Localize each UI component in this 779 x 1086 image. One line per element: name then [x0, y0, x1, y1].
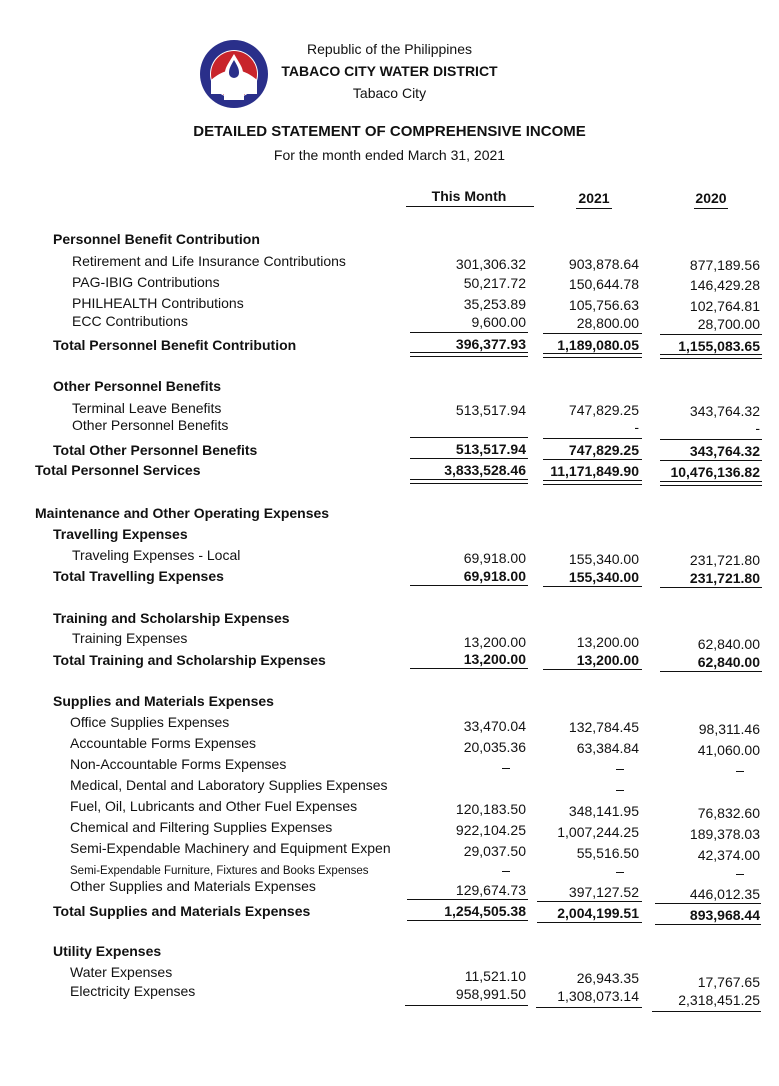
line-item-label: Medical, Dental and Laboratory Supplies Expenses: [70, 777, 388, 793]
line-item-value: 922,104.25: [455, 822, 526, 838]
statement-title: DETAILED STATEMENT OF COMPREHENSIVE INCOME: [193, 123, 586, 140]
section-heading: Maintenance and Other Operating Expenses: [35, 505, 330, 521]
line-item-value: 35,253.89: [463, 296, 526, 312]
line-item-value: 26,943.35: [576, 970, 639, 986]
line-item-value: 155,340.00: [568, 551, 639, 567]
section-heading: Other Personnel Benefits: [53, 378, 222, 394]
grand-total-label: Total Personnel Services: [35, 462, 201, 478]
line-item-label: Other Personnel Benefits: [72, 417, 229, 433]
column-underline: [576, 208, 612, 209]
column-2021: 2021: [578, 190, 610, 206]
total-value: 2,004,199.51: [557, 905, 639, 921]
subtotal-rule: [537, 922, 642, 923]
total-label: Total Personnel Benefit Contribution: [53, 337, 297, 353]
line-item-value: 129,674.73: [455, 882, 526, 898]
line-item-value: 397,127.52: [568, 884, 639, 900]
line-item-value: 69,918.00: [463, 550, 526, 566]
line-item-label: Office Supplies Expenses: [70, 714, 230, 730]
line-item-value: 132,784.45: [568, 719, 639, 735]
section-heading: Personnel Benefit Contribution: [53, 231, 260, 247]
line-item-value: 189,378.03: [689, 826, 760, 842]
line-item-value: 446,012.35: [689, 886, 760, 902]
line-item-value: 105,756.63: [568, 297, 639, 313]
nil-dash: [736, 771, 744, 772]
line-item-value: 301,306.32: [455, 256, 526, 272]
subtotal-rule: [660, 334, 762, 335]
double-rule: [660, 481, 762, 486]
subtotal-rule: [405, 1005, 528, 1006]
subtotal-rule: [660, 439, 762, 440]
total-value: 1,189,080.05: [557, 337, 639, 353]
total-value: 513,517.94: [455, 441, 526, 457]
line-item-value: 9,600.00: [471, 314, 526, 330]
line-item-value: 903,878.64: [568, 256, 639, 272]
line-item-value: 747,829.25: [568, 402, 639, 418]
line-item-value: 29,037.50: [463, 843, 526, 859]
nil-dash: [616, 769, 624, 770]
line-item-value: 42,374.00: [697, 847, 760, 863]
total-label: Total Training and Scholarship Expenses: [53, 652, 326, 668]
line-item-value: 13,200.00: [576, 634, 639, 650]
total-value: 62,840.00: [697, 654, 760, 670]
nil-dash: [736, 874, 744, 875]
line-item-value: 877,189.56: [689, 257, 760, 273]
line-item-value: 2,318,451.25: [678, 992, 760, 1008]
column-underline: [406, 206, 534, 207]
republic-line: Republic of the Philippines: [307, 41, 472, 57]
city-line: Tabaco City: [352, 85, 427, 101]
line-item-label: Semi-Expendable Furniture, Fixtures and Books Expenses: [70, 865, 369, 877]
subtotal-rule: [410, 585, 528, 586]
double-rule: [543, 353, 642, 358]
line-item-value: -: [755, 420, 760, 436]
agency-name: TABACO CITY WATER DISTRICT: [281, 63, 498, 79]
total-value: 343,764.32: [689, 443, 760, 459]
line-item-label: ECC Contributions: [72, 313, 188, 329]
line-item-label: Retirement and Life Insurance Contributions: [72, 253, 346, 269]
line-item-value: 513,517.94: [455, 402, 526, 418]
line-item-label: Terminal Leave Benefits: [72, 400, 222, 416]
line-item-value: 28,700.00: [697, 316, 760, 332]
subtotal-rule: [410, 437, 528, 438]
line-item-value: 28,800.00: [576, 315, 639, 331]
double-rule: [660, 354, 762, 359]
line-item-value: 11,521.10: [464, 968, 526, 984]
subtotal-rule: [655, 903, 761, 904]
line-item-value: 150,644.78: [568, 276, 639, 292]
grand-total-value: 11,171,849.90: [550, 463, 639, 479]
grand-total-value: 3,833,528.46: [444, 462, 526, 478]
line-item-value: 20,035.36: [463, 739, 526, 755]
subtotal-rule: [537, 901, 642, 902]
line-item-value: 102,764.81: [689, 298, 760, 314]
line-item-value: 63,384.84: [576, 740, 639, 756]
total-value: 747,829.25: [568, 442, 639, 458]
section-heading: Utility Expenses: [53, 943, 162, 959]
line-item-value: 41,060.00: [697, 742, 760, 758]
subtotal-rule: [543, 669, 642, 670]
subtotal-rule: [543, 438, 642, 439]
line-item-label: Training Expenses: [72, 630, 188, 646]
line-item-value: 55,516.50: [576, 845, 639, 861]
line-item-label: Water Expenses: [70, 964, 173, 980]
total-label: Total Other Personnel Benefits: [53, 442, 258, 458]
line-item-label: Chemical and Filtering Supplies Expenses: [70, 819, 333, 835]
line-item-value: 1,007,244.25: [557, 824, 639, 840]
line-item-label: Electricity Expenses: [70, 983, 196, 999]
line-item-label: Non-Accountable Forms Expenses: [70, 756, 287, 772]
total-value: 1,155,083.65: [678, 338, 760, 354]
total-value: 13,200.00: [463, 651, 526, 667]
line-item-value: 231,721.80: [689, 552, 760, 568]
subtotal-rule: [543, 459, 642, 460]
section-heading: Travelling Expenses: [53, 526, 188, 542]
line-item-label: Accountable Forms Expenses: [70, 735, 256, 751]
total-value: 13,200.00: [576, 652, 639, 668]
line-item-value: 348,141.95: [568, 803, 639, 819]
subtotal-rule: [543, 333, 642, 334]
subtotal-rule: [660, 460, 762, 461]
nil-dash: [616, 790, 624, 791]
subtotal-rule: [660, 671, 762, 672]
subtotal-rule: [410, 668, 528, 669]
line-item-label: Semi-Expendable Machinery and Equipment Expen: [70, 840, 391, 856]
line-item-value: 33,470.04: [463, 718, 526, 734]
line-item-label: Fuel, Oil, Lubricants and Other Fuel Expenses: [70, 798, 358, 814]
nil-dash: [502, 768, 510, 769]
line-item-value: 343,764.32: [689, 403, 760, 419]
line-item-value: 17,767.65: [697, 974, 760, 990]
section-heading: Training and Scholarship Expenses: [53, 610, 290, 626]
subtotal-rule: [407, 920, 528, 921]
subtotal-rule: [543, 586, 642, 587]
nil-dash: [502, 871, 510, 872]
nil-dash: [616, 872, 624, 873]
double-rule: [410, 479, 528, 484]
line-item-value: 13,200.00: [463, 634, 526, 650]
subtotal-rule: [660, 587, 762, 588]
double-rule: [543, 480, 642, 485]
subtotal-rule: [410, 458, 528, 459]
total-value: 231,721.80: [689, 570, 760, 586]
line-item-label: Other Supplies and Materials Expenses: [70, 878, 316, 894]
line-item-value: 146,429.28: [689, 277, 760, 293]
subtotal-rule: [655, 924, 761, 925]
column-this-month: This Month: [431, 188, 507, 204]
section-heading: Supplies and Materials Expenses: [53, 693, 274, 709]
line-item-label: Traveling Expenses - Local: [72, 547, 241, 563]
line-item-value: 1,308,073.14: [557, 988, 639, 1004]
line-item-value: 98,311.46: [698, 721, 760, 737]
grand-total-value: 10,476,136.82: [670, 464, 760, 480]
total-label: Total Supplies and Materials Expenses: [53, 903, 311, 919]
total-value: 396,377.93: [455, 336, 526, 352]
column-underline: [694, 208, 728, 209]
total-value: 69,918.00: [463, 568, 526, 584]
column-2020: 2020: [695, 190, 727, 206]
line-item-value: 62,840.00: [697, 636, 760, 652]
subtotal-rule: [410, 332, 528, 333]
line-item-label: PAG-IBIG Contributions: [72, 274, 220, 290]
subtotal-rule: [536, 1007, 642, 1008]
subtotal-rule: [652, 1011, 761, 1012]
total-value: 1,254,505.38: [444, 903, 526, 919]
total-label: Total Travelling Expenses: [53, 568, 224, 584]
double-rule: [410, 352, 528, 357]
line-item-value: 120,183.50: [455, 801, 526, 817]
statement-period: For the month ended March 31, 2021: [273, 147, 506, 163]
total-value: 155,340.00: [568, 569, 639, 585]
line-item-label: PHILHEALTH Contributions: [72, 295, 244, 311]
subtotal-rule: [407, 899, 528, 900]
line-item-value: 958,991.50: [455, 986, 526, 1002]
total-value: 893,968.44: [689, 907, 760, 923]
line-item-value: 50,217.72: [463, 275, 526, 291]
line-item-value: 76,832.60: [697, 805, 760, 821]
line-item-value: -: [634, 419, 639, 435]
